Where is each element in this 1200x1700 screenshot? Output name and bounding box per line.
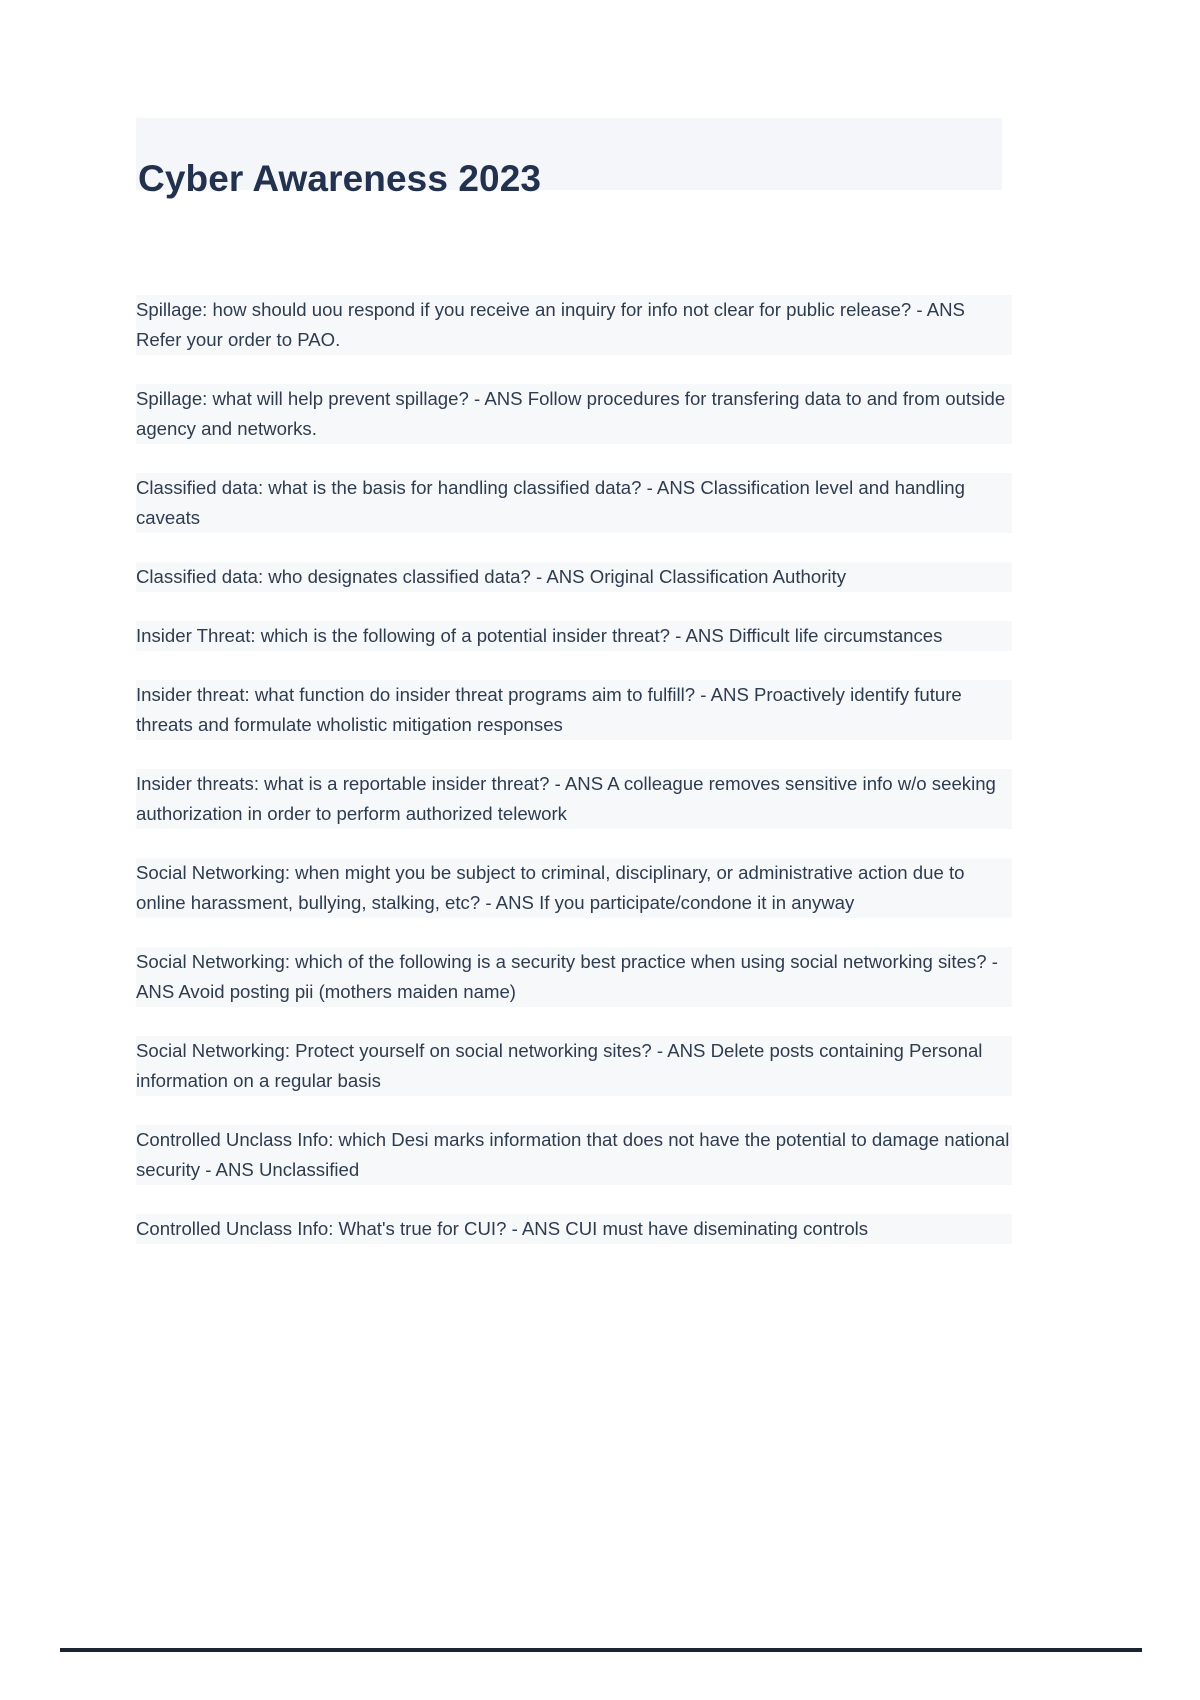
qa-item: Controlled Unclass Info: which Desi marks information that does not have the potential to damage national security - ANS Unclassified <box>136 1125 1012 1185</box>
qa-item: Controlled Unclass Info: What's true for CUI? - ANS CUI must have diseminating controls <box>136 1214 1012 1244</box>
page-title: Cyber Awareness 2023 <box>138 157 542 199</box>
qa-list <box>136 276 1012 1244</box>
footer-divider <box>60 1648 1142 1652</box>
qa-item: Classified data: what is the basis for handling classified data? - ANS Classification level and handling caveats <box>136 473 1012 533</box>
qa-item: Insider Threat: which is the following of a potential insider threat? - ANS Difficult life circumstances <box>136 621 1012 651</box>
qa-item: Classified data: who designates classified data? - ANS Original Classification Authority <box>136 562 1012 592</box>
qa-item: Spillage: what will help prevent spillage? - ANS Follow procedures for transfering data to and from outside agency and networks. <box>136 384 1012 444</box>
qa-item: Social Networking: when might you be subject to criminal, disciplinary, or administrative action due to online harassment, bullying, stalking, etc? - ANS If you participate/condone it in anyway <box>136 858 1012 918</box>
qa-item: Social Networking: which of the following is a security best practice when using social networking sites? - ANS Avoid posting pii (mothers maiden name) <box>136 947 1012 1007</box>
qa-item: Insider threat: what function do insider threat programs aim to fulfill? - ANS Proactively identify future threats and formulate wholistic mitigation responses <box>136 680 1012 740</box>
qa-item: Spillage: how should uou respond if you receive an inquiry for info not clear for public release? - ANS Refer your order to PAO. <box>136 295 1012 355</box>
qa-item: Insider threats: what is a reportable insider threat? - ANS A colleague removes sensitive info w/o seeking authorization in order to perform authorized telework <box>136 769 1012 829</box>
qa-item: Social Networking: Protect yourself on social networking sites? - ANS Delete posts containing Personal information on a regular basis <box>136 1036 1012 1096</box>
